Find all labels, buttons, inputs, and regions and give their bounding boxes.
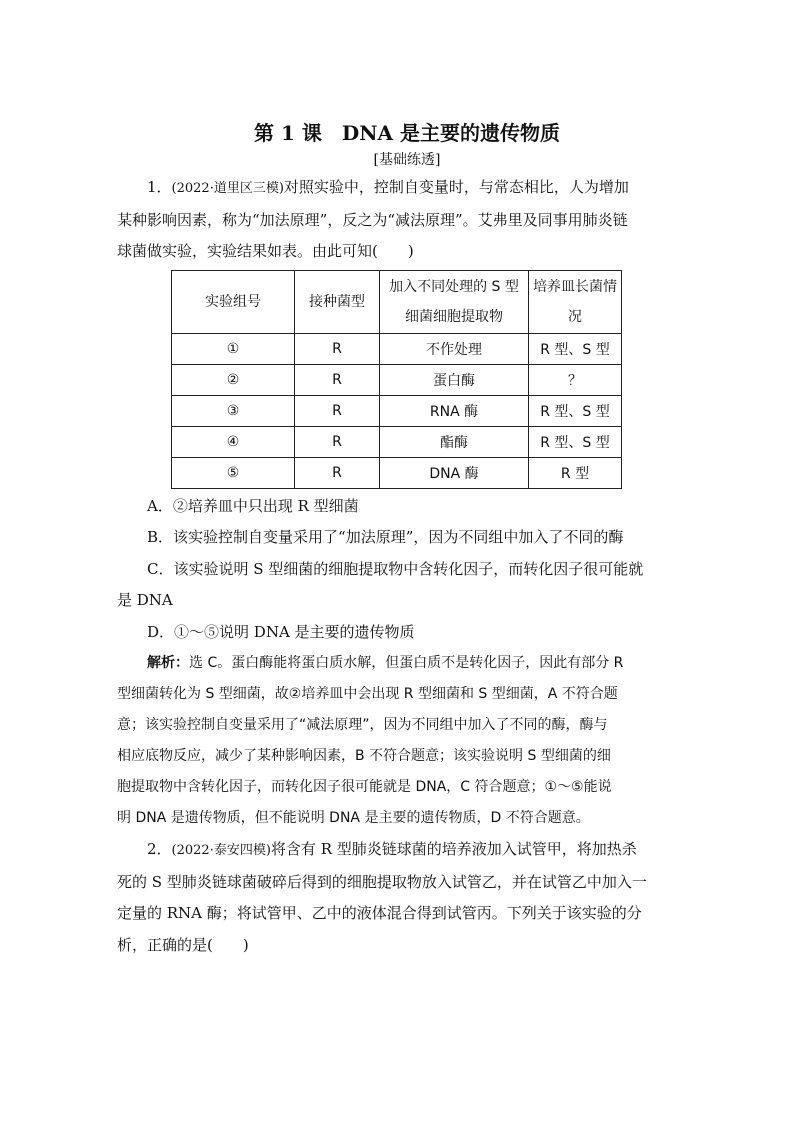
cell-strain: R: [295, 395, 380, 426]
cell-treatment: RNA 酶: [380, 395, 529, 426]
q1-option-a: A．②培养皿中只出现 R 型细菌: [147, 496, 359, 515]
document-page: [117, 118, 677, 961]
analysis-text: 选 C。蛋白酶能将蛋白质水解，但蛋白质不是转化因子，因此有部分 R: [189, 655, 624, 671]
header-group: 实验组号: [172, 270, 295, 333]
q1-stem-line2: 某种影响因素，称为“加法原理”，反之为“减法原理”。艾弗里及同事用肺炎链: [117, 210, 628, 229]
table-header-row: [172, 270, 622, 333]
header-treatment: 加入不同处理的 S 型细菌细胞提取物: [380, 270, 529, 333]
table-row: [172, 364, 622, 395]
q1-source: (2022·道里区三模): [171, 181, 284, 196]
q2-stem-text: 将含有 R 型肺炎链球菌的培养液加入试管甲，将加热杀: [270, 840, 637, 858]
table-row: [172, 457, 622, 488]
cell-treatment: 不作处理: [380, 333, 529, 364]
q1-stem-line1: [117, 172, 677, 205]
q1-number: 1．: [147, 178, 172, 196]
q1-stem-line3: 球菌做实验，实验结果如表。由此可知( ): [117, 242, 414, 260]
q1-option-b: B．该实验控制自变量采用了“加法原理”，因为不同组中加入了不同的酶: [147, 528, 624, 546]
analysis-line: [117, 648, 677, 679]
header-result: 培养皿长菌情况: [529, 270, 622, 333]
cell-strain: R: [295, 364, 380, 395]
cell-group: ④: [172, 426, 295, 457]
table-row: [172, 395, 622, 426]
analysis-line: 胞提取物中含转化因子，而转化因子很可能就是 DNA，C 符合题意；①～⑤能说: [117, 779, 612, 795]
cell-treatment: DNA 酶: [380, 457, 529, 488]
cell-group: ②: [172, 364, 295, 395]
section-label: [基础练透]: [373, 152, 441, 168]
cell-result: ？: [529, 364, 622, 395]
q1-analysis: [117, 648, 677, 834]
q2-source: (2022·泰安四模): [171, 843, 271, 858]
q2-stem-line4: 析，正确的是( ): [117, 935, 249, 954]
cell-strain: R: [295, 457, 380, 488]
q2-stem-line2: 死的 S 型肺炎链球菌破碎后得到的细胞提取物放入试管乙，并在试管乙中加入一: [117, 872, 647, 891]
cell-group: ③: [172, 395, 295, 426]
analysis-line: 意；该实验控制自变量采用了“减法原理”，因为不同组中加入了不同的酶，酶与: [117, 717, 608, 733]
q2-stem-line3: 定量的 RNA 酶；将试管甲、乙中的液体混合得到试管丙。下列关于该实验的分: [117, 904, 642, 922]
analysis-line: 明 DNA 是遗传物质，但不能说明 DNA 是主要的遗传物质，D 不符合题意。: [117, 810, 590, 826]
cell-treatment: 酯酶: [380, 426, 529, 457]
cell-strain: R: [295, 333, 380, 364]
cell-result: R 型、S 型: [529, 395, 622, 426]
question-1: [117, 172, 677, 834]
cell-result: R 型、S 型: [529, 426, 622, 457]
experiment-table: [171, 270, 622, 489]
q2-stem-line1: [117, 834, 677, 867]
q1-option-d: D．①～⑤说明 DNA 是主要的遗传物质: [147, 622, 415, 641]
cell-result: R 型、S 型: [529, 333, 622, 364]
analysis-lead: 解析：: [147, 655, 189, 671]
page-title: 第 1 课 DNA 是主要的遗传物质: [254, 121, 560, 145]
table-row: [172, 426, 622, 457]
cell-result: R 型: [529, 457, 622, 488]
q2-number: 2．: [147, 840, 172, 858]
analysis-line: 相应底物反应，减少了某种影响因素，B 不符合题意；该实验说明 S 型细菌的细: [117, 748, 611, 764]
question-2: [117, 834, 677, 961]
q1-stem-text: 对照实验中，控制自变量时，与常态相比，人为增加: [283, 178, 629, 196]
cell-treatment: 蛋白酶: [380, 364, 529, 395]
table-row: [172, 333, 622, 364]
cell-strain: R: [295, 426, 380, 457]
q1-option-c: C．该实验说明 S 型细菌的细胞提取物中含转化因子，而转化因子很可能就: [147, 559, 644, 578]
analysis-line: 型细菌转化为 S 型细菌，故②培养皿中会出现 R 型细菌和 S 型细菌，A 不符合题: [117, 686, 618, 702]
header-strain: 接种菌型: [295, 270, 380, 333]
q1-option-c-continued: 是 DNA: [117, 591, 173, 609]
cell-group: ①: [172, 333, 295, 364]
cell-group: ⑤: [172, 457, 295, 488]
